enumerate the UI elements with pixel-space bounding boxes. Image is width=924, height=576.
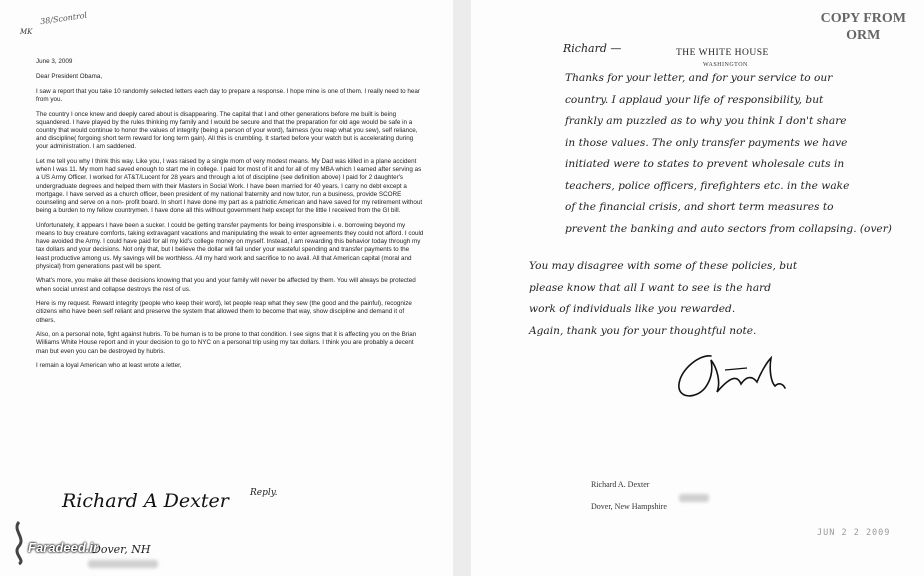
letterhead-subtitle: WASHINGTON	[703, 62, 748, 68]
reply-line: You may disagree with some of these policies, but	[529, 260, 798, 272]
copy-stamp-line: COPY FROM	[820, 11, 906, 26]
letter-paragraph: Here is my request. Reward integrity (people who keep their word), let people reap what they sew (the good and the painful), recognize citizens who have been self reliant and preserve the system that allowed them to become that way, show discipline and demand it of others.	[36, 300, 412, 324]
reply-line: Thanks for your letter, and for your service to our	[565, 72, 833, 84]
sender-signature: Richard A Dexter	[62, 490, 229, 512]
reply-line: work of individuals like you rewarded.	[529, 303, 736, 315]
white-house-reply-page	[471, 0, 924, 576]
sender-handwritten-address: Dover, NH	[92, 543, 151, 556]
letter-paragraph: The country I once knew and deeply cared about is disappearing. The capital that I and other generations before me built is being squandered. I have played by the rules thinking my family and I would be secure and that the preparation for old age would be safe in a country that would continue to honor the values of integrity (being a person of your word), fairness (you reap what you sew), self reliance, and discipline( forgoing short term reward for long term gain). All this is crumbling. It started before your watch but is accelerating during your administration. I am saddened.	[36, 110, 418, 151]
reply-line: frankly am puzzled as to why you think I don't share	[565, 115, 847, 127]
letter-closing: I remain a loyal American who at least wrote a letter,	[36, 362, 182, 370]
constituent-letter-page	[0, 0, 453, 576]
watermark-logo-icon	[8, 520, 30, 566]
recipient-block	[591, 474, 667, 518]
copy-stamp	[821, 10, 906, 44]
letter-paragraph: Unfortunately, it appears I have been a sucker. I could be getting transfer payments for being irresponsible i. e. borrowing beyond my means to buy creature comforts, taking extravagant vacations and manipulating the weak to enter agreements they could not afford. I could have avoided the Army. I could have paid for all my kid's college money on myself. Instead, I am rewarding this behavior today through my tax dollars and your decisions. Not only that, but I believe the dollar will fail under your wasteful spending and transfer payments to the least productive among us. My savings will be worthless. All my hard work and sacrifice to no avail. All that American capital (moral and physical) from generations past will be spent.	[36, 221, 424, 270]
redacted-address	[88, 560, 158, 568]
page-divider	[453, 0, 471, 576]
reply-line: initiated were to states to prevent wholesale cuts in	[565, 158, 845, 170]
reply-line: in those values. The only transfer payments we have	[565, 136, 848, 149]
reply-greeting: Richard —	[563, 42, 622, 55]
letter-salutation: Dear President Obama,	[36, 73, 103, 81]
reply-closing	[529, 256, 924, 342]
received-date-stamp: JUN 2 2 2009	[817, 528, 891, 538]
president-signature	[671, 348, 791, 408]
reply-line: prevent the banking and auto sectors from collapsing. (over)	[565, 222, 892, 235]
reply-line: please know that all I want to see is the hard	[529, 281, 771, 294]
letter-paragraph: Also, on a personal note, fight against hubris. To be human is to be prone to that condition. I see signs that it is affecting you on the Brian Williams White House report and in your decision to go to NYC on a personal trip using my tax dollars. I think you are probably a decent man but even you can be destroyed by hubris.	[36, 331, 417, 355]
redacted-zip	[679, 494, 709, 502]
letter-date: June 3, 2009	[36, 58, 73, 65]
letterhead-title: THE WHITE HOUSE	[676, 48, 769, 58]
recipient-name: Richard A. Dexter	[591, 480, 650, 489]
reply-line: country. I applaud your life of responsibility, but	[565, 93, 824, 106]
reply-note: Reply.	[250, 488, 278, 498]
copy-stamp-line: ORM	[846, 28, 881, 43]
letter-paragraph: I saw a report that you take 10 randomly selected letters each day to prepare a response. I hope mine is one of them. I really need to hear from you.	[36, 87, 420, 103]
typed-letter-body	[36, 58, 424, 377]
margin-note: 38/Scontrol	[39, 10, 88, 27]
recipient-city: Dover, New Hampshire	[591, 502, 667, 511]
watermark-text: Faradeed.ir	[28, 540, 99, 555]
letter-paragraph: Let me tell you why I think this way. Like you, I was raised by a single mom of very modest means. My Dad was killed in a plane accident when I was 11. My mom had saved enough to start me in college. I paid for most of it and for all of my MBA which I earned after serving as a US Army Officer. I worked for AT&T/Lucent for 28 years and through a lot of discipline (see definition above) I paid for 2 daughter's undergraduate degrees and helped them with their Masters in Social Work. I have been married for 40 years. I carry no debt except a mortgage. I have served as a church officer, been president of my national fraternity and now tutor, run a business, provide SCORE counseling and serve on a non- profit board. In short I have done my part as a patriotic American and have saved for my retirement without being a burden to my fellow countrymen. I have done all this without government help except for the little I received from the GI bill.	[36, 158, 423, 215]
letter-paragraph: What's more, you make all these decisions knowing that you and your family will never be affected by them. You will always be protected when social unrest and collapse destroys the rest of us.	[36, 277, 416, 293]
reply-line: teachers, police officers, firefighters etc. in the wake	[565, 179, 850, 192]
initials-note: MK	[20, 28, 33, 36]
reply-body	[565, 68, 924, 240]
reply-line: Again, thank you for your thoughtful note.	[529, 324, 757, 337]
reply-line: of the financial crisis, and short term measures to	[565, 201, 834, 213]
